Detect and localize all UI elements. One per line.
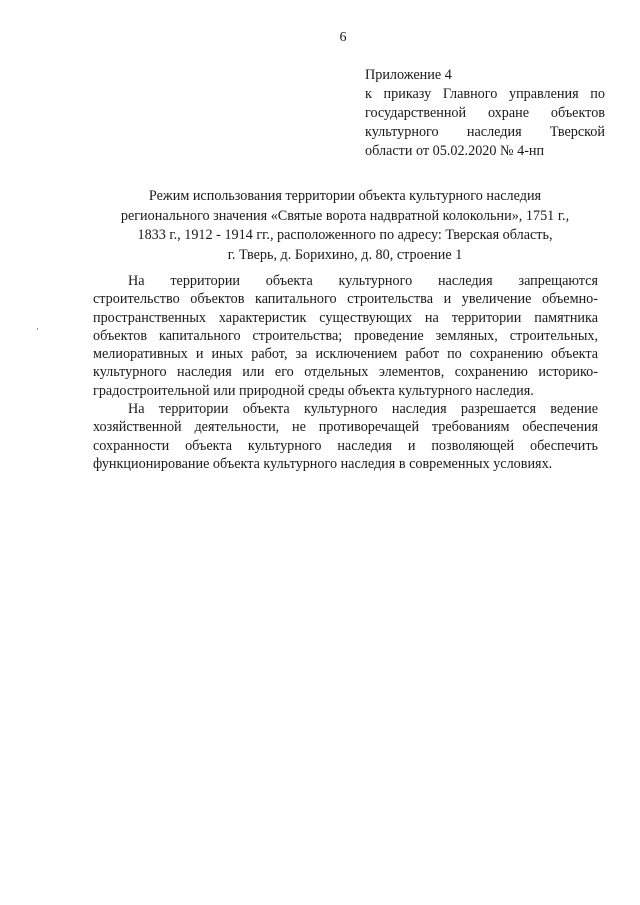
paragraph-line: На территории объекта культурного наследия запрещаются (128, 273, 598, 289)
paragraph-line: градостроительной или природной среды объекта культурного наследия. (93, 382, 534, 399)
paragraph-line: функционирование объекта культурного наследия в современных условиях. (93, 455, 553, 472)
paragraph-line: сохранности объекта культурного наследия и позволяющей обеспечить (93, 437, 598, 454)
paragraph-line: объектов капитального строительства; проведение земляных, строительных, (93, 327, 598, 344)
appendix-line: области от 05.02.2020 № 4-нп (365, 143, 545, 159)
paragraph-line: мелиоративных и иных работ, за исключением работ по сохранению объекта (93, 346, 598, 363)
document-body (93, 272, 598, 473)
title-line: регионального значения «Святые ворота надвратной колокольни», 1751 г., (120, 207, 570, 224)
paragraph-line: пространственных характеристик существующих на территории памятника (93, 309, 598, 326)
title-line: г. Тверь, д. Борихино, д. 80, строение 1 (227, 246, 463, 263)
paragraph-line: хозяйственной деятельности, не противоречащей требованиям обеспечения (93, 419, 598, 436)
appendix-header (365, 66, 605, 161)
document-title (92, 187, 598, 265)
paragraph-permissions (93, 400, 598, 473)
appendix-line: государственной охране объектов (365, 105, 605, 121)
title-line: 1833 г., 1912 - 1914 гг., расположенного по адресу: Тверская область, (137, 227, 553, 243)
paragraph-line: На территории объекта культурного наследия разрешается ведение (128, 401, 598, 418)
page-number: 6 (339, 30, 347, 45)
title-line: Режим использования территории объекта культурного наследия (148, 188, 542, 204)
appendix-line: к приказу Главного управления по (365, 86, 605, 102)
paragraph-prohibitions (93, 272, 598, 400)
appendix-line: Приложение 4 (365, 67, 452, 83)
scan-artifact (37, 328, 38, 330)
appendix-line: культурного наследия Тверской (365, 124, 605, 140)
paragraph-line: культурного наследия или его отдельных элементов, сохранению историко- (93, 364, 598, 381)
paragraph-line: строительство объектов капитального строительства и увеличение объемно- (93, 291, 598, 308)
